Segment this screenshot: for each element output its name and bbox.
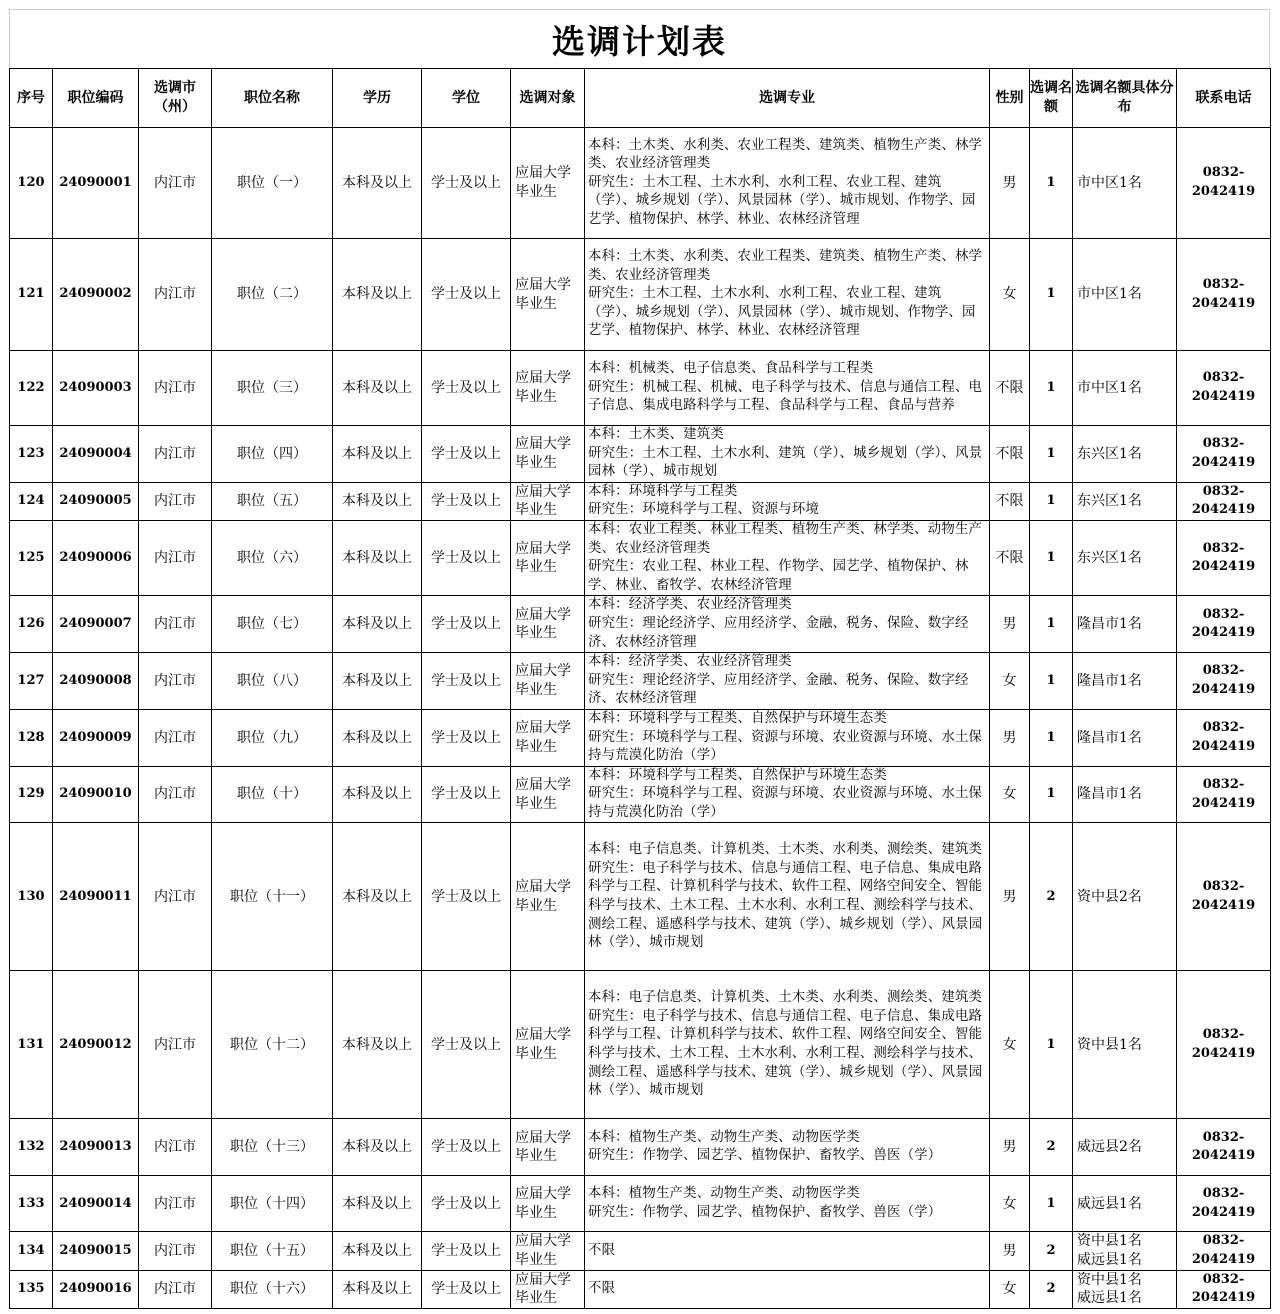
cell-gender: 男 xyxy=(990,1232,1030,1270)
cell-seq: 127 xyxy=(10,653,53,710)
cell-distribution-line: 隆昌市1名 xyxy=(1077,615,1142,632)
cell-distribution-line: 资中县1名 xyxy=(1077,1233,1142,1250)
header-phone: 联系电话 xyxy=(1177,69,1271,128)
cell-target: 应届大学毕业生 xyxy=(511,1176,585,1232)
cell-major-line: 研究生：土木工程、土木水利、水利工程、农业工程、建筑（学）、城乡规划（学）、风景园林（学）、城市规划、作物学、园艺学、植物保护、林学、林业、农林经济管理 xyxy=(588,174,976,227)
cell-seq: 126 xyxy=(10,596,53,653)
cell-position: 职位（十二） xyxy=(212,971,333,1119)
cell-major-line: 本科：经济学类、农业经济管理类 xyxy=(588,654,792,670)
cell-major-line: 研究生：作物学、园艺学、植物保护、畜牧学、兽医（学） xyxy=(588,1148,942,1164)
cell-gender: 男 xyxy=(990,128,1030,239)
cell-distribution-line: 隆昌市1名 xyxy=(1077,786,1142,803)
header-code: 职位编码 xyxy=(53,69,139,128)
cell-distribution xyxy=(1073,426,1177,483)
cell-position: 职位（十四） xyxy=(212,1176,333,1232)
cell-major-line: 本科：环境科学与工程类、自然保护与环境生态类 xyxy=(588,767,887,783)
cell-seq: 125 xyxy=(10,520,53,595)
cell-distribution-line: 威远县1名 xyxy=(1077,1195,1142,1212)
cell-code: 24090001 xyxy=(53,128,139,239)
cell-degree: 学士及以上 xyxy=(422,653,511,710)
cell-distribution xyxy=(1073,766,1177,823)
cell-quota: 1 xyxy=(1030,520,1073,595)
cell-phone: 0832-2042419 xyxy=(1177,482,1271,520)
cell-gender: 不限 xyxy=(990,351,1030,426)
cell-degree: 学士及以上 xyxy=(422,482,511,520)
cell-major xyxy=(585,351,990,426)
cell-degree: 学士及以上 xyxy=(422,766,511,823)
cell-phone: 0832-2042419 xyxy=(1177,426,1271,483)
table-row xyxy=(10,1119,1271,1176)
cell-phone: 0832-2042419 xyxy=(1177,596,1271,653)
cell-distribution-line: 威远县1名 xyxy=(1077,1252,1142,1269)
cell-major-line: 本科：环境科学与工程类、自然保护与环境生态类 xyxy=(588,710,887,726)
table-body xyxy=(10,128,1271,1309)
cell-major xyxy=(585,971,990,1119)
cell-quota: 1 xyxy=(1030,426,1073,483)
cell-education: 本科及以上 xyxy=(333,128,422,239)
cell-distribution xyxy=(1073,351,1177,426)
cell-position: 职位（十六） xyxy=(212,1270,333,1308)
cell-target: 应届大学毕业生 xyxy=(511,823,585,971)
table-row xyxy=(10,482,1271,520)
cell-degree: 学士及以上 xyxy=(422,971,511,1119)
cell-seq: 120 xyxy=(10,128,53,239)
cell-city: 内江市 xyxy=(139,520,212,595)
cell-major xyxy=(585,239,990,351)
cell-code: 24090009 xyxy=(53,709,139,766)
cell-major-line: 本科：土木类、水利类、农业工程类、建筑类、植物生产类、林学类、农业经济管理类 xyxy=(588,137,983,172)
cell-phone: 0832-2042419 xyxy=(1177,520,1271,595)
cell-distribution-line: 市中区1名 xyxy=(1077,174,1142,191)
cell-position: 职位（十一） xyxy=(212,823,333,971)
cell-city: 内江市 xyxy=(139,482,212,520)
cell-position: 职位（三） xyxy=(212,351,333,426)
cell-code: 24090002 xyxy=(53,239,139,351)
table-row xyxy=(10,128,1271,239)
cell-distribution xyxy=(1073,239,1177,351)
cell-major xyxy=(585,596,990,653)
cell-seq: 134 xyxy=(10,1232,53,1270)
cell-major xyxy=(585,653,990,710)
cell-education: 本科及以上 xyxy=(333,1270,422,1308)
cell-position: 职位（六） xyxy=(212,520,333,595)
cell-education: 本科及以上 xyxy=(333,239,422,351)
cell-target: 应届大学毕业生 xyxy=(511,971,585,1119)
cell-distribution xyxy=(1073,482,1177,520)
cell-position: 职位（九） xyxy=(212,709,333,766)
cell-code: 24090016 xyxy=(53,1270,139,1308)
cell-education: 本科及以上 xyxy=(333,520,422,595)
cell-seq: 131 xyxy=(10,971,53,1119)
cell-distribution-line: 隆昌市1名 xyxy=(1077,672,1142,689)
cell-major-line: 本科：机械类、电子信息类、食品科学与工程类 xyxy=(588,361,874,377)
cell-city: 内江市 xyxy=(139,1232,212,1270)
cell-degree: 学士及以上 xyxy=(422,426,511,483)
cell-code: 24090013 xyxy=(53,1119,139,1176)
cell-major-line: 不限 xyxy=(588,1280,616,1296)
cell-phone: 0832-2042419 xyxy=(1177,1270,1271,1308)
cell-city: 内江市 xyxy=(139,351,212,426)
cell-code: 24090008 xyxy=(53,653,139,710)
cell-target: 应届大学毕业生 xyxy=(511,1119,585,1176)
cell-position: 职位（八） xyxy=(212,653,333,710)
cell-major-line: 本科：农业工程类、林业工程类、植物生产类、林学类、动物生产类、农业经济管理类 xyxy=(588,521,983,556)
cell-education: 本科及以上 xyxy=(333,1176,422,1232)
cell-major-line: 不限 xyxy=(588,1242,616,1258)
cell-quota: 1 xyxy=(1030,766,1073,823)
table-row xyxy=(10,766,1271,823)
cell-city: 内江市 xyxy=(139,239,212,351)
cell-seq: 124 xyxy=(10,482,53,520)
cell-quota: 1 xyxy=(1030,971,1073,1119)
cell-target: 应届大学毕业生 xyxy=(511,482,585,520)
cell-major xyxy=(585,520,990,595)
table-row xyxy=(10,653,1271,710)
table-row xyxy=(10,520,1271,595)
cell-quota: 1 xyxy=(1030,709,1073,766)
cell-city: 内江市 xyxy=(139,971,212,1119)
cell-major-line: 研究生：土木工程、土木水利、建筑（学）、城乡规划（学）、风景园林（学）、城市规划 xyxy=(588,445,983,480)
cell-seq: 135 xyxy=(10,1270,53,1308)
cell-target: 应届大学毕业生 xyxy=(511,596,585,653)
cell-quota: 1 xyxy=(1030,596,1073,653)
cell-major-line: 本科：土木类、水利类、农业工程类、建筑类、植物生产类、林学类、农业经济管理类 xyxy=(588,249,983,283)
cell-code: 24090014 xyxy=(53,1176,139,1232)
cell-seq: 132 xyxy=(10,1119,53,1176)
cell-gender: 女 xyxy=(990,971,1030,1119)
cell-degree: 学士及以上 xyxy=(422,1176,511,1232)
cell-phone: 0832-2042419 xyxy=(1177,128,1271,239)
cell-major xyxy=(585,128,990,239)
cell-gender: 女 xyxy=(990,1270,1030,1308)
cell-major-line: 本科：土木类、建筑类 xyxy=(588,427,724,442)
cell-degree: 学士及以上 xyxy=(422,1232,511,1270)
cell-distribution xyxy=(1073,128,1177,239)
cell-degree: 学士及以上 xyxy=(422,709,511,766)
cell-city: 内江市 xyxy=(139,426,212,483)
table-row xyxy=(10,971,1271,1119)
table-row xyxy=(10,1232,1271,1270)
cell-education: 本科及以上 xyxy=(333,971,422,1119)
cell-seq: 128 xyxy=(10,709,53,766)
header-city: 选调市（州） xyxy=(139,69,212,128)
cell-city: 内江市 xyxy=(139,596,212,653)
cell-code: 24090003 xyxy=(53,351,139,426)
cell-major-line: 研究生：理论经济学、应用经济学、金融、税务、保险、数字经济、农林经济管理 xyxy=(588,615,969,650)
cell-quota: 1 xyxy=(1030,1176,1073,1232)
cell-seq: 123 xyxy=(10,426,53,483)
cell-city: 内江市 xyxy=(139,653,212,710)
cell-position: 职位（一） xyxy=(212,128,333,239)
cell-code: 24090005 xyxy=(53,482,139,520)
cell-seq: 122 xyxy=(10,351,53,426)
cell-quota: 2 xyxy=(1030,823,1073,971)
cell-position: 职位（十五） xyxy=(212,1232,333,1270)
cell-major xyxy=(585,1119,990,1176)
cell-city: 内江市 xyxy=(139,1119,212,1176)
cell-education: 本科及以上 xyxy=(333,482,422,520)
header-distribution: 选调名额具体分布 xyxy=(1073,69,1177,128)
cell-education: 本科及以上 xyxy=(333,709,422,766)
cell-phone: 0832-2042419 xyxy=(1177,766,1271,823)
cell-code: 24090007 xyxy=(53,596,139,653)
cell-education: 本科及以上 xyxy=(333,766,422,823)
cell-target: 应届大学毕业生 xyxy=(511,351,585,426)
cell-distribution xyxy=(1073,653,1177,710)
cell-city: 内江市 xyxy=(139,128,212,239)
cell-seq: 133 xyxy=(10,1176,53,1232)
cell-distribution-line: 东兴区1名 xyxy=(1077,445,1142,462)
header-row xyxy=(10,69,1271,128)
header-seq: 序号 xyxy=(10,69,53,128)
cell-phone: 0832-2042419 xyxy=(1177,1232,1271,1270)
header-major: 选调专业 xyxy=(585,69,990,128)
cell-gender: 男 xyxy=(990,823,1030,971)
cell-distribution xyxy=(1073,596,1177,653)
cell-target: 应届大学毕业生 xyxy=(511,128,585,239)
cell-education: 本科及以上 xyxy=(333,596,422,653)
cell-distribution-line: 东兴区1名 xyxy=(1077,493,1142,510)
cell-phone: 0832-2042419 xyxy=(1177,239,1271,351)
cell-major xyxy=(585,426,990,483)
cell-major-line: 本科：经济学类、农业经济管理类 xyxy=(588,597,792,613)
cell-phone: 0832-2042419 xyxy=(1177,1119,1271,1176)
cell-seq: 121 xyxy=(10,239,53,351)
cell-distribution xyxy=(1073,1176,1177,1232)
cell-major-line: 本科：电子信息类、计算机类、土木类、水利类、测绘类、建筑类 xyxy=(588,990,983,1006)
cell-education: 本科及以上 xyxy=(333,823,422,971)
cell-code: 24090004 xyxy=(53,426,139,483)
cell-phone: 0832-2042419 xyxy=(1177,823,1271,971)
cell-major-line: 本科：植物生产类、动物生产类、动物医学类 xyxy=(588,1129,860,1145)
cell-code: 24090012 xyxy=(53,971,139,1119)
cell-quota: 2 xyxy=(1030,1270,1073,1308)
cell-quota: 1 xyxy=(1030,128,1073,239)
cell-gender: 女 xyxy=(990,1176,1030,1232)
cell-code: 24090015 xyxy=(53,1232,139,1270)
table-row xyxy=(10,1270,1271,1308)
cell-distribution-line: 市中区1名 xyxy=(1077,379,1142,396)
cell-target: 应届大学毕业生 xyxy=(511,426,585,483)
cell-major xyxy=(585,1176,990,1232)
cell-gender: 不限 xyxy=(990,520,1030,595)
cell-major-line: 本科：环境科学与工程类 xyxy=(588,483,738,499)
table-row xyxy=(10,1176,1271,1232)
cell-distribution-line: 市中区1名 xyxy=(1077,286,1142,303)
cell-education: 本科及以上 xyxy=(333,426,422,483)
cell-degree: 学士及以上 xyxy=(422,1270,511,1308)
cell-education: 本科及以上 xyxy=(333,351,422,426)
cell-degree: 学士及以上 xyxy=(422,1119,511,1176)
cell-degree: 学士及以上 xyxy=(422,823,511,971)
cell-major-line: 研究生：环境科学与工程、资源与环境 xyxy=(588,502,820,518)
cell-target: 应届大学毕业生 xyxy=(511,1270,585,1308)
cell-phone: 0832-2042419 xyxy=(1177,971,1271,1119)
cell-seq: 130 xyxy=(10,823,53,971)
cell-gender: 不限 xyxy=(990,482,1030,520)
cell-distribution xyxy=(1073,1270,1177,1308)
cell-major xyxy=(585,1270,990,1308)
cell-distribution-line: 资中县1名 xyxy=(1077,1036,1142,1053)
cell-quota: 2 xyxy=(1030,1232,1073,1270)
cell-major-line: 研究生：机械工程、机械、电子科学与技术、信息与通信工程、电子信息、集成电路科学与工程、食品科学与工程、食品与营养 xyxy=(588,379,983,414)
cell-phone: 0832-2042419 xyxy=(1177,1176,1271,1232)
table-row xyxy=(10,596,1271,653)
cell-distribution xyxy=(1073,1232,1177,1270)
cell-degree: 学士及以上 xyxy=(422,128,511,239)
cell-gender: 女 xyxy=(990,766,1030,823)
cell-target: 应届大学毕业生 xyxy=(511,239,585,351)
cell-degree: 学士及以上 xyxy=(422,351,511,426)
cell-major xyxy=(585,823,990,971)
cell-major xyxy=(585,766,990,823)
cell-seq: 129 xyxy=(10,766,53,823)
cell-target: 应届大学毕业生 xyxy=(511,1232,585,1270)
header-position: 职位名称 xyxy=(212,69,333,128)
cell-major-line: 研究生：理论经济学、应用经济学、金融、税务、保险、数字经济、农林经济管理 xyxy=(588,672,969,707)
header-education: 学历 xyxy=(333,69,422,128)
cell-gender: 男 xyxy=(990,596,1030,653)
cell-distribution xyxy=(1073,971,1177,1119)
recruitment-plan-table xyxy=(9,68,1271,1309)
cell-city: 内江市 xyxy=(139,823,212,971)
cell-position: 职位（四） xyxy=(212,426,333,483)
document-title: 选调计划表 xyxy=(9,9,1270,68)
cell-phone: 0832-2042419 xyxy=(1177,653,1271,710)
cell-distribution-line: 威远县1名 xyxy=(1077,1290,1142,1307)
cell-gender: 男 xyxy=(990,709,1030,766)
cell-code: 24090011 xyxy=(53,823,139,971)
cell-quota: 1 xyxy=(1030,653,1073,710)
cell-quota: 1 xyxy=(1030,351,1073,426)
cell-major-line: 研究生：环境科学与工程、资源与环境、农业资源与环境、水土保持与荒漠化防治（学） xyxy=(588,729,983,764)
cell-major xyxy=(585,709,990,766)
cell-distribution-line: 东兴区1名 xyxy=(1077,549,1142,566)
cell-major-line: 研究生：电子科学与技术、信息与通信工程、电子信息、集成电路科学与工程、计算机科学与技术、软件工程、网络空间安全、智能科学与技术、土木工程、土木水利、水利工程、测绘科学与技术、测绘工程、遥感科学与技术、建筑（学）、城乡规划（学）、风景园林（学）、城市规划 xyxy=(588,860,983,951)
cell-city: 内江市 xyxy=(139,709,212,766)
cell-major xyxy=(585,1232,990,1270)
cell-target: 应届大学毕业生 xyxy=(511,766,585,823)
cell-distribution xyxy=(1073,823,1177,971)
cell-major-line: 研究生：电子科学与技术、信息与通信工程、电子信息、集成电路科学与工程、计算机科学与技术、软件工程、网络空间安全、智能科学与技术、土木工程、土木水利、水利工程、测绘科学与技术、测绘工程、遥感科学与技术、建筑（学）、城乡规划（学）、风景园林（学）、城市规划 xyxy=(588,1008,983,1099)
cell-major-line: 本科：电子信息类、计算机类、土木类、水利类、测绘类、建筑类 xyxy=(588,842,983,858)
table-row xyxy=(10,351,1271,426)
cell-target: 应届大学毕业生 xyxy=(511,653,585,710)
cell-distribution xyxy=(1073,520,1177,595)
cell-major-line: 研究生：环境科学与工程、资源与环境、农业资源与环境、水土保持与荒漠化防治（学） xyxy=(588,786,983,820)
table-row xyxy=(10,709,1271,766)
cell-city: 内江市 xyxy=(139,766,212,823)
cell-gender: 女 xyxy=(990,653,1030,710)
cell-position: 职位（五） xyxy=(212,482,333,520)
cell-distribution-line: 资中县2名 xyxy=(1077,888,1142,905)
cell-phone: 0832-2042419 xyxy=(1177,351,1271,426)
cell-degree: 学士及以上 xyxy=(422,596,511,653)
cell-education: 本科及以上 xyxy=(333,653,422,710)
header-target: 选调对象 xyxy=(511,69,585,128)
cell-position: 职位（十三） xyxy=(212,1119,333,1176)
cell-code: 24090006 xyxy=(53,520,139,595)
cell-city: 内江市 xyxy=(139,1270,212,1308)
cell-city: 内江市 xyxy=(139,1176,212,1232)
cell-gender: 女 xyxy=(990,239,1030,351)
cell-distribution xyxy=(1073,1119,1177,1176)
cell-distribution-line: 威远县2名 xyxy=(1077,1139,1142,1156)
cell-education: 本科及以上 xyxy=(333,1232,422,1270)
cell-major xyxy=(585,482,990,520)
cell-gender: 男 xyxy=(990,1119,1030,1176)
cell-distribution xyxy=(1073,709,1177,766)
cell-target: 应届大学毕业生 xyxy=(511,709,585,766)
cell-degree: 学士及以上 xyxy=(422,239,511,351)
cell-quota: 2 xyxy=(1030,1119,1073,1176)
cell-position: 职位（十） xyxy=(212,766,333,823)
cell-gender: 不限 xyxy=(990,426,1030,483)
cell-position: 职位（二） xyxy=(212,239,333,351)
table-row xyxy=(10,426,1271,483)
cell-quota: 1 xyxy=(1030,482,1073,520)
cell-major-line: 研究生：农业工程、林业工程、作物学、园艺学、植物保护、林学、林业、畜牧学、农林经济管理 xyxy=(588,559,969,593)
cell-distribution-line: 资中县1名 xyxy=(1077,1271,1142,1288)
cell-education: 本科及以上 xyxy=(333,1119,422,1176)
cell-target: 应届大学毕业生 xyxy=(511,520,585,595)
cell-major-line: 研究生：作物学、园艺学、植物保护、畜牧学、兽医（学） xyxy=(588,1204,942,1220)
table-row xyxy=(10,823,1271,971)
cell-phone: 0832-2042419 xyxy=(1177,709,1271,766)
header-degree: 学位 xyxy=(422,69,511,128)
cell-position: 职位（七） xyxy=(212,596,333,653)
cell-major-line: 研究生：土木工程、土木水利、水利工程、农业工程、建筑（学）、城乡规划（学）、风景园林（学）、城市规划、作物学、园艺学、植物保护、林学、林业、农林经济管理 xyxy=(588,286,976,339)
header-gender: 性别 xyxy=(990,69,1030,128)
cell-major-line: 本科：植物生产类、动物生产类、动物医学类 xyxy=(588,1186,860,1202)
cell-distribution-line: 隆昌市1名 xyxy=(1077,729,1142,746)
cell-quota: 1 xyxy=(1030,239,1073,351)
header-quota: 选调名额 xyxy=(1030,69,1073,128)
table-row xyxy=(10,239,1271,351)
cell-code: 24090010 xyxy=(53,766,139,823)
cell-degree: 学士及以上 xyxy=(422,520,511,595)
